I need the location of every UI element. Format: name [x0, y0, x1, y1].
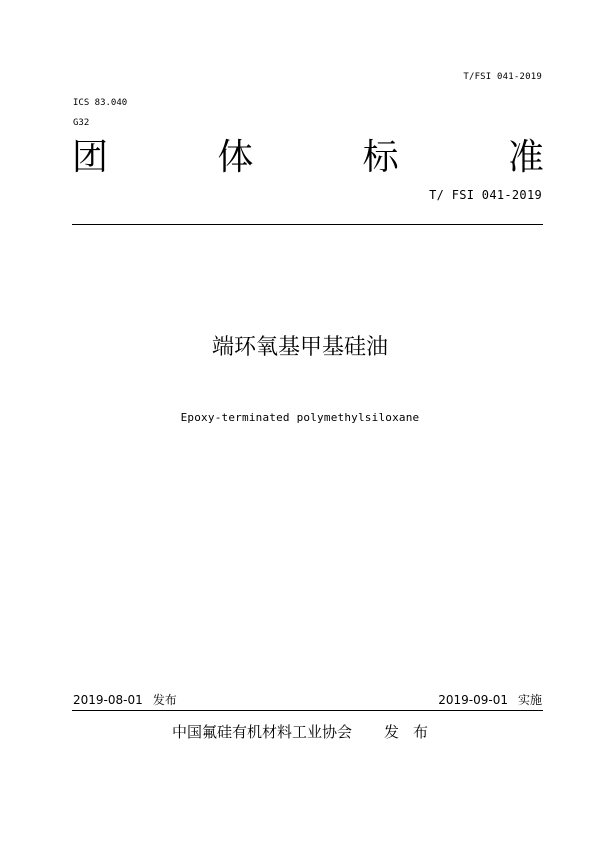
footer-divider [72, 710, 543, 711]
publish-date-line [73, 692, 177, 708]
publisher-line [172, 722, 442, 742]
publisher-name: 中国氟硅有机材料工业协会 [172, 723, 353, 741]
publish-label: 发布 [152, 693, 177, 707]
implement-date: 2019-09-01 [438, 693, 508, 707]
doc-code-top: T/FSI 041-2019 [463, 72, 542, 82]
issue-label: 发布 [384, 723, 443, 741]
doc-code-main: T/ FSI 041-2019 [429, 188, 542, 202]
standard-type-char: 团 [72, 137, 109, 178]
ics-code: ICS 83.040 [73, 98, 128, 108]
ccs-code: G32 [73, 118, 90, 128]
document-title-en: Epoxy-terminated polymethylsiloxane [180, 411, 420, 424]
publish-date: 2019-08-01 [73, 693, 143, 707]
standard-type-heading [72, 136, 544, 180]
document-title-cn: 端环氧基甲基硅油 [211, 335, 388, 360]
standard-type-char: 标 [362, 137, 399, 178]
header-divider [72, 224, 543, 225]
standard-type-char: 体 [217, 137, 254, 178]
implement-date-line [438, 692, 542, 708]
standard-type-char: 准 [507, 137, 544, 178]
implement-label: 实施 [517, 693, 542, 707]
